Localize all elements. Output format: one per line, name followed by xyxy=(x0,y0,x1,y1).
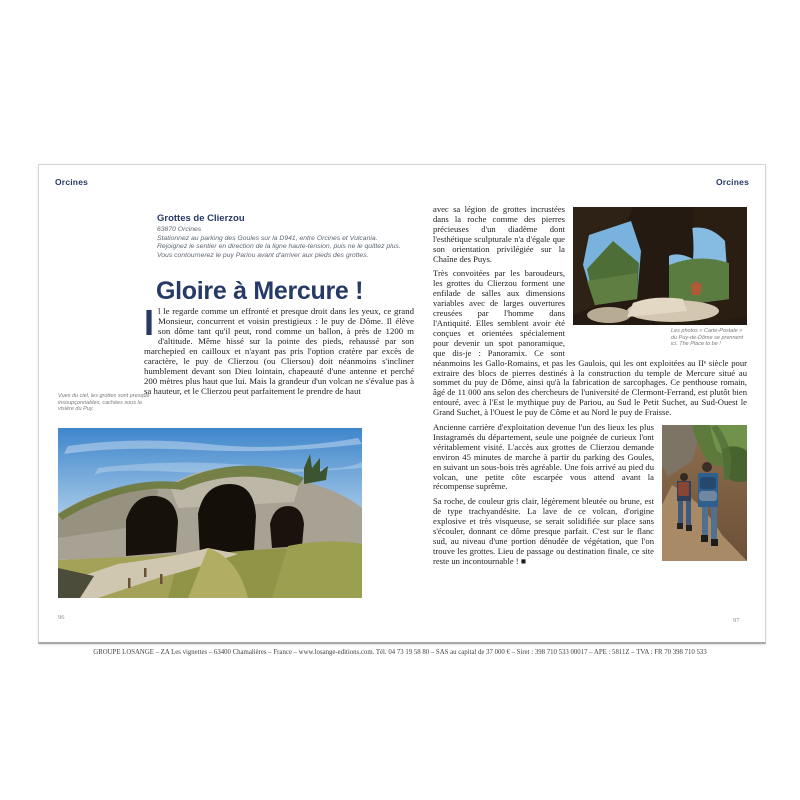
paragraph: Ancienne carrière d'exploitation devenue l'un des lieux les plus Instagramés du département, seule une poignée de curieux l'ont véritablement visité. L'accès aux grottes de Clierzou demande environ 45 minutes de marche à partir du parking des Goules, en suivant un sous-bois très agréable. Une fois arrivé au pied du volcan, une petite côte escarpée vous attend avant la récompense suprême. xyxy=(433,422,654,492)
running-header-left: Orcines xyxy=(55,177,89,187)
page-number-right: 97 xyxy=(733,617,740,624)
paragraph: Très convoitées par les baroudeurs, les grottes du Clierzou forment une enfilade de salles aux dimensions variables avec de larges ouvertures creusées par l'homme dans l'Antiquité. Elles semblent avoir été conçues et orientées spécialement pour devenir un spot panoramique, que dis-je : Panoramix. Ce sont néanmoins les Gallo-Romains, et pas les Gaulois, qui les ont exploitées au IIᵉ siècle pour extraire des blocs de pierres destinés à la construction du temple de Mercure situé au sommet du puy de Dôme, ainsi qu'à la fabrication de sarcophages. Ce penthouse romain, âgé de 11 000 ans selon des chercheurs de l'université de Clermont-Ferrand, est plutôt bien entouré, avec à l'Est le mythique puy de Pariou, au Sud le Petit Suchet, au Sud-Ouest le Grand Suchet, à l'Ouest le puy de Côme et au Nord le puy de Fraisse. xyxy=(433,268,747,418)
poi-direction-line: Rejoignez le sentier en direction de la ligne haute-tension, puis ne le quittez plus. xyxy=(157,243,401,251)
caves-photo-illustration xyxy=(58,428,362,598)
page-spread xyxy=(38,164,766,644)
cave-interior-photo xyxy=(573,207,747,325)
hikers-figure xyxy=(662,425,747,561)
page-number-left: 96 xyxy=(58,614,65,621)
article-title: Gloire à Mercure ! xyxy=(156,277,364,305)
poi-direction-line: Vous contournerez le puy Pariou avant d'arriver aux pieds des grottes. xyxy=(157,251,369,259)
paragraph: avec sa légion de grottes incrustées dans la roche comme des pierres précieuses d'un diadème dont l'esthétique sculpturale n'a d'égale que son orientation privilégiée sur la Chaîne des Puys. xyxy=(433,204,565,264)
hikers-photo xyxy=(662,425,747,561)
practical-info-box xyxy=(157,213,425,260)
caves-photo xyxy=(58,428,362,598)
paragraph: Sa roche, de couleur gris clair, légèrement bleutée ou brune, est de type trachyandésite. La lave de ce volcan, d'origine explosive et très visqueuse, se serait solidifiée sur place sans s'écouler, donnant ce dôme presque parfait. C'est sur le flanc sud, au niveau d'une portion dénudée de végétation, que l'on trouve les grottes. Lieu de passage ou destination finale, ce site reste un incontournable ! ■ xyxy=(433,496,654,566)
article-body-right xyxy=(433,205,747,572)
poi-direction-line: Stationnez au parking des Goules sur la D941, entre Orcines et Vulcania. xyxy=(157,234,378,242)
cave-interior-figure xyxy=(573,207,747,348)
poi-title: Grottes de Clierzou xyxy=(157,213,245,224)
article-body-left: Il le regarde comme un effronté et presque droit dans les yeux, ce grand Monsieur, concurrent et voisin prestigieux : le puy de Dôme. Il élève son dôme tant qu'il peut, rond comme un ballon, à près de 1200 m d'altitude. Même hissé sur la pointe des pieds, rehaussé par son marchepied en cailloux et n'ayant pas pris l'option cratère par excès de caractère, le puy de Clierzou (ou Cliersou) doit néanmoins s'incliner humblement devant son Dieu lointain, chapeauté d'une antenne et perché 200 mètres plus haut que lui. Mais la grandeur d'un volcan ne s'évalue pas à sa hauteur, et le Clierzou peut parfaitement le prendre de haut xyxy=(144,302,414,396)
cave-interior-caption: Les photos « Carte-Postale » du Puy-de-Dôme se prennent ici. The Place to be ! xyxy=(671,328,744,348)
running-header-right: Orcines xyxy=(715,177,749,187)
caves-photo-caption: Vues du ciel, les grottes sont presque insoupçonnables, cachées sous la visière du Puy. xyxy=(58,393,150,413)
poi-postal: 63870 Orcines xyxy=(157,226,202,233)
publisher-footer: GROUPE LOSANGE – ZA Les vignettes – 63400 Chamalières – France – www.losange-editions.com. Tél. 04 73 19 58 80 – SAS au capital de 37 000 € – Siret : 398 710 533 00017 – APE : 5811Z – TVA : FR 70 398 710 533 xyxy=(93,649,707,656)
